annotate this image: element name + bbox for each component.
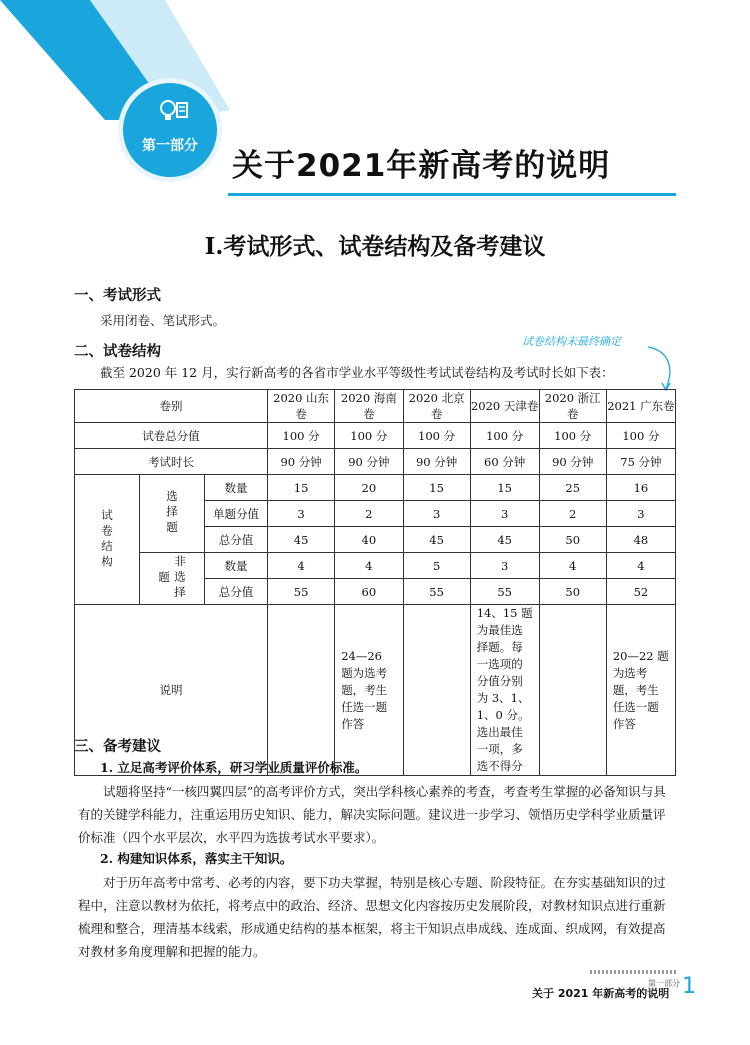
header-cell: 2020 山东卷 [267, 390, 334, 423]
table-cell: 100 分 [267, 423, 334, 449]
footer-title: 关于 2021 年新高考的说明 [532, 987, 670, 1000]
section3-sub1: 1. 立足高考评价体系，研习学业质量评价标准。 [100, 760, 368, 775]
note-cell: 24—26 题为选考题，考生任选一题作答 [335, 605, 403, 776]
structure-label: 试卷结构 [75, 475, 140, 605]
table-cell: 90 分钟 [335, 449, 403, 475]
table-cell: 50 [539, 579, 606, 605]
footer-part-label: 第一部分 [648, 979, 680, 988]
table-cell: 16 [606, 475, 675, 501]
table-cell: 100 分 [606, 423, 675, 449]
table-row [75, 423, 676, 449]
row-label: 数量 [205, 475, 268, 501]
row-label: 总分值 [205, 527, 268, 553]
table-cell: 45 [403, 527, 470, 553]
table-cell: 3 [403, 501, 470, 527]
section3-para1: 试题将坚持“一核四翼四层”的高考评价方式，突出学科核心素养的考查，考查考生掌握的必备知识与具有的关键学科能力，注重运用历史知识、能力，解决实际问题。建议进一步学习、领悟历史学科学业质量评价标准（四个水平层次，水平四为选拔考试水平要求）。 [78, 784, 666, 845]
handwritten-note: 试卷结构未最终确定 [522, 335, 621, 348]
table-row [75, 449, 676, 475]
table-cell: 55 [470, 579, 539, 605]
row-label: 数量 [205, 553, 268, 579]
table-cell: 3 [470, 501, 539, 527]
header-cell: 2020 海南卷 [335, 390, 403, 423]
note-cell [539, 605, 606, 776]
note-cell [267, 605, 334, 776]
table-cell: 3 [470, 553, 539, 579]
table-row [75, 553, 676, 579]
section2-intro: 截至 2020 年 12 月，实行新高考的各省市学业水平等级性考试试卷结构及考试时长如下表： [100, 365, 614, 380]
section1-heading: 一、考试形式 [74, 288, 161, 304]
table-cell: 50 [539, 527, 606, 553]
note-cell: 14、15 题为最佳选择题。每一选项的分值分别为 3、1、1、0 分。选出最佳一项，多选不得分 [470, 605, 539, 776]
table-cell: 75 分钟 [606, 449, 675, 475]
table-cell: 2 [539, 501, 606, 527]
table-cell: 45 [267, 527, 334, 553]
table-cell: 60 [335, 579, 403, 605]
section3-sub2: 2. 构建知识体系，落实主干知识。 [100, 851, 293, 866]
page-title: 关于2021年新高考的说明 [232, 148, 611, 184]
table-cell: 48 [606, 527, 675, 553]
table-cell: 60 分钟 [470, 449, 539, 475]
part-badge [118, 78, 222, 182]
table-cell: 15 [470, 475, 539, 501]
table-cell: 4 [606, 553, 675, 579]
row-label: 总分值 [205, 579, 268, 605]
table-row [75, 475, 676, 501]
table-cell: 3 [606, 501, 675, 527]
note-cell: 20—22 题为选考题，考生任选一题作答 [606, 605, 675, 776]
table-cell: 4 [267, 553, 334, 579]
table-cell: 55 [267, 579, 334, 605]
page-number: 1 [682, 974, 696, 999]
lightbulb-note-icon [159, 99, 189, 125]
table-cell: 4 [335, 553, 403, 579]
title-divider [228, 193, 676, 196]
table-cell: 20 [335, 475, 403, 501]
row-label: 说明 [75, 605, 268, 776]
table-cell: 100 分 [403, 423, 470, 449]
section3-para2: 对于历年高考中常考、必考的内容，要下功夫掌握，特别是核心专题、阶段特征。在夯实基础知识的过程中，注意以教材为依托，将考点中的政治、经济、思想文化内容按历史发展阶段，对教材知识点进行重新梳理和整合，理清基本线索，形成通史结构的基本框架，将主干知识点串成线、连成面、织成网，有效提高对教材多角度理解和把握的能力。 [78, 875, 666, 959]
part-title: I.考试形式、试卷结构及备考建议 [204, 233, 546, 260]
table-cell: 100 分 [539, 423, 606, 449]
header-cell: 2020 浙江卷 [539, 390, 606, 423]
section2-heading: 二、试卷结构 [74, 344, 161, 360]
exam-structure-table [74, 389, 676, 776]
table-cell: 52 [606, 579, 675, 605]
table-row [75, 390, 676, 423]
table-cell: 100 分 [335, 423, 403, 449]
header-cell: 2020 天津卷 [470, 390, 539, 423]
table-cell: 90 分钟 [403, 449, 470, 475]
table-cell: 90 分钟 [267, 449, 334, 475]
row-label: 单题分值 [205, 501, 268, 527]
section1-text: 采用闭卷、笔试形式。 [100, 313, 226, 328]
table-cell: 3 [267, 501, 334, 527]
header-cell: 2021 广东卷 [606, 390, 675, 423]
table-cell: 15 [403, 475, 470, 501]
table-cell: 15 [267, 475, 334, 501]
footer-dots [590, 970, 678, 974]
table-cell: 25 [539, 475, 606, 501]
table-row [75, 605, 676, 776]
section3-heading: 三、备考建议 [74, 739, 161, 755]
table-cell: 5 [403, 553, 470, 579]
table-cell: 90 分钟 [539, 449, 606, 475]
table-cell: 45 [470, 527, 539, 553]
table-cell: 55 [403, 579, 470, 605]
nonmc-label: 非选择题 [140, 553, 205, 605]
header-cell: 2020 北京卷 [403, 390, 470, 423]
row-label: 试卷总分值 [75, 423, 268, 449]
note-cell [403, 605, 470, 776]
badge-label: 第一部分 [142, 138, 198, 154]
header-cell: 卷别 [75, 390, 268, 423]
mc-label: 选择题 [140, 475, 205, 553]
row-label: 考试时长 [75, 449, 268, 475]
table-cell: 4 [539, 553, 606, 579]
table-cell: 100 分 [470, 423, 539, 449]
table-cell: 40 [335, 527, 403, 553]
table-cell: 2 [335, 501, 403, 527]
